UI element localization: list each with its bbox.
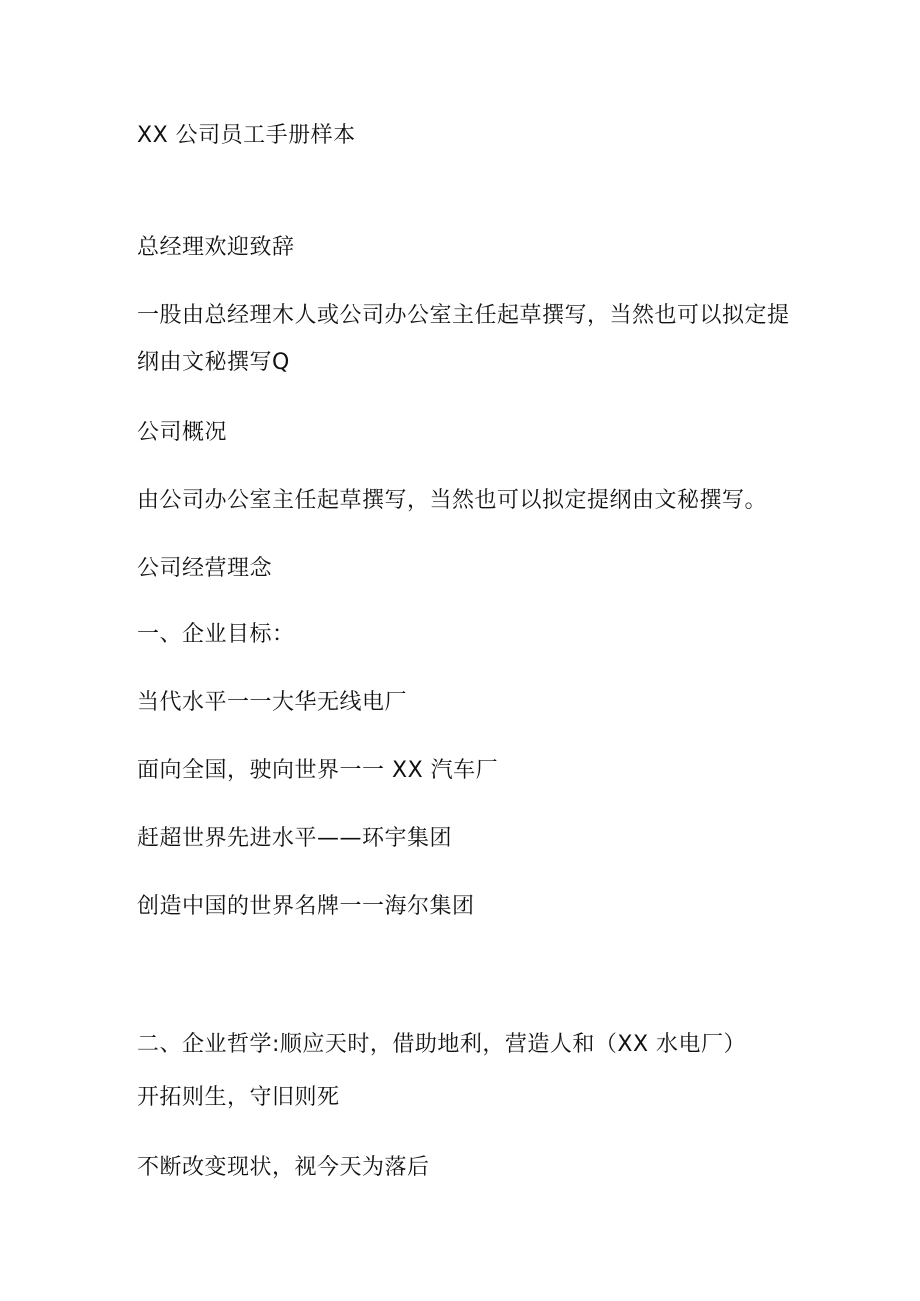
goal-item: 创造中国的世界名牌一一海尔集团 <box>137 894 475 919</box>
welcome-heading: 总经理欢迎致辞 <box>137 235 295 260</box>
goal-item: 赶超世界先进水平——环宇集团 <box>137 826 453 851</box>
welcome-text-line: 纲由文秘撰写Q <box>137 350 290 375</box>
philosophy-section-heading: 公司经营理念 <box>137 556 273 581</box>
philosophy-item: 开拓则生，守旧则死 <box>137 1085 340 1110</box>
overview-heading: 公司概况 <box>137 420 228 445</box>
goal-item: 当代水平一一大华无线电厂 <box>137 690 408 715</box>
welcome-text-line: 一股由总经理木人或公司办公室主任起草撰写，当然也可以拟定提 <box>137 303 790 328</box>
goals-heading: 一、企业目标： <box>137 622 295 647</box>
philosophy-item: 不断改变现状，视今天为落后 <box>137 1155 430 1180</box>
overview-text: 由公司办公室主任起草撰写，当然也可以拟定提纲由文秘撰写。 <box>137 488 768 513</box>
document-title: XX 公司员工手册样本 <box>137 123 356 148</box>
goal-item: 面向全国，驶向世界一一 XX 汽车厂 <box>137 758 499 783</box>
philosophy-title: 二、企业哲学:顺应天时，借助地利，营造人和（XX 水电厂） <box>137 1032 747 1057</box>
